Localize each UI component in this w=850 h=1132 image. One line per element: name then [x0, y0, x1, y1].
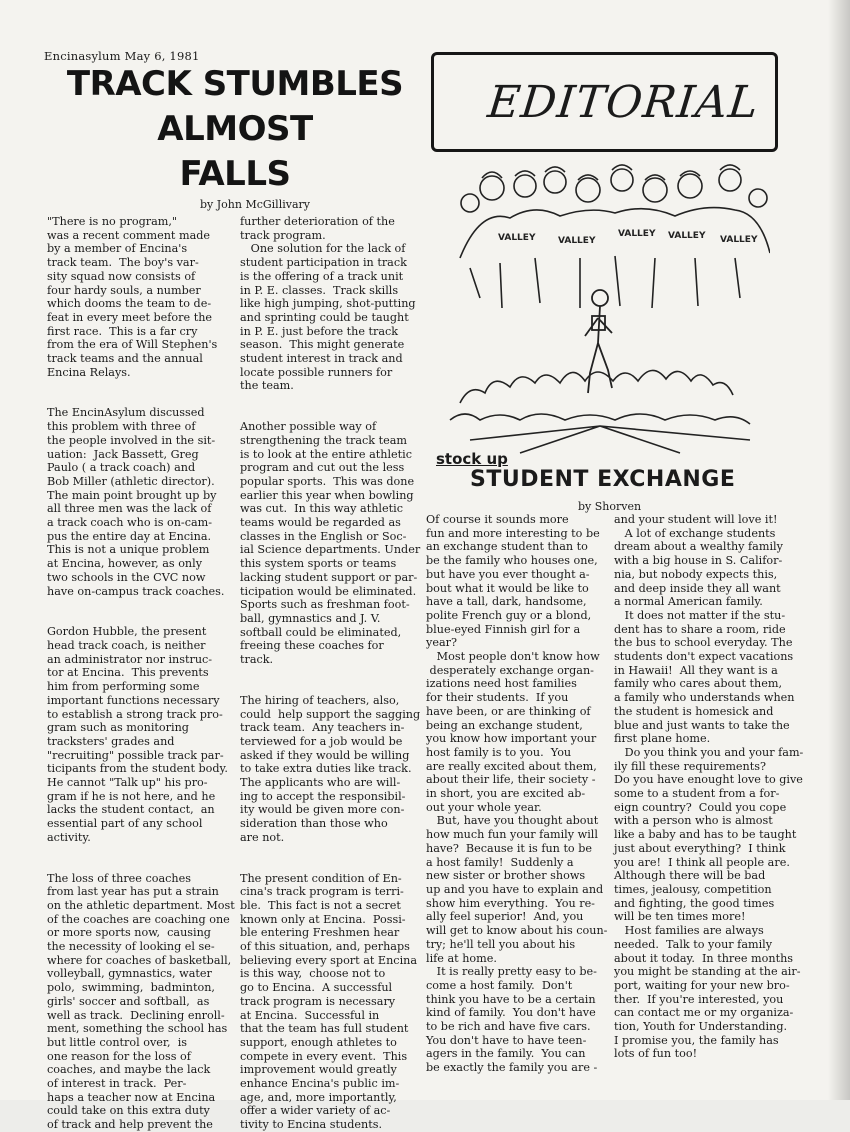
runner-crowd-drawing-icon — [440, 158, 770, 458]
dateline: Encinasylum May 6, 1981 — [44, 49, 200, 63]
paragraph: "There is no program," was a recent comment made by a member of Encina's track team. The boy's var- sity squad now consists of four hardy souls, a number which dooms the team to de- feat in every meet before the first race. This is a far cry from the era of Will Stephen's track teams and the annual Encina Relays. — [47, 215, 218, 379]
exchange-column-2 — [614, 513, 809, 1061]
paragraph: The loss of three coaches from last year has put a strain on the athletic department. Most of the coaches are coaching one or more sports now, causing the necessity of looking el se- where for coaches of basketball, volleyball, gymnastics, water polo, swimming, badminton, girls' soccer and softball, as well as track. Declining enroll- ment, something the school has but little control over, is one reason for the loss of coaches, and maybe the lack of interest in track. Per- haps a teacher now at Encina could take on this extra duty of track and help prevent the — [47, 871, 235, 1132]
crowd-bodies — [460, 208, 770, 308]
jersey-text: VALLEY — [668, 231, 706, 241]
paragraph: and your student will love it! A lot of exchange students dream about a wealthy family with a big house in S. Califor- nia, but nobody expects this, and deep inside they all want a normal American family. It does not matter if the stu- dent has to share a room, ride the bus to school everyday. The students don't expect vacations in Hawaii! All they want is a family who cares about them, a family who understands when the student is homesick and blue and just wants to take the first plane home. Do you think you and your fam- ily fill these requirements? Do you have enought love to give some to a student from a for- eign country? Could you cope with a person who is almost like a baby and has to be taught just about everything? I think you are! I think all people are. Although there will be bad times, jealousy, competition and fighting, the good times will be ten times more! Host families are always needed. Talk to your family about it today. In three months you might be standing at the air- port, waiting for your new bro- ther. If you're interested, you can contact me or my organiza- tion, Youth for Understanding. I promise you, the family has lots of fun too! — [614, 513, 804, 1061]
student-exchange-title: STUDENT EXCHANGE — [470, 467, 736, 492]
exchange-column-1 — [426, 513, 614, 1075]
track-column-2 — [240, 215, 430, 1132]
track-column-1 — [47, 215, 237, 1132]
headline-line-1: TRACK STUMBLES — [66, 64, 404, 104]
paragraph: The hiring of teachers, also, could help support the sagging track team. Any teachers in- terviewed for a job would be asked if they would be willing to take extra duties like track. The applicants who are will- ing to accept the responsibil- ity would be given more con- sideration than those who are not. — [240, 693, 421, 844]
editorial-label: EDITORIAL — [485, 77, 762, 128]
runner-figure — [585, 290, 612, 393]
track-headline — [40, 62, 430, 197]
paragraph: Gordon Hubble, the present head track coach, is neither an administrator nor instruc- tor at Encina. This prevents him from performing some important functions necessary to establish a strong track pro- gram such as monitoring tracksters' grades and "recruiting" possible track par- ticipants from the student body. He cannot "Talk up" his pro- gram if he is not here, and he lacks the student contact, an essential part of any school activity. — [47, 625, 228, 844]
paragraph: The present condition of En- cina's track program is terri- ble. This fact is not a secret known only at Encina. Possi- ble entering Freshmen hear of this situation, and, perhaps believing every sport at Encina is this way, choose not to go to Encina. A successful track program is necessary at Encina. Successful in that the team has full student support, enough athletes to compete in every event. This improvement would greatly enhance Encina's public im- age, and, more importantly, offer a wider variety of ac- tivity to Encina students. — [240, 871, 418, 1132]
dust-clouds — [450, 370, 750, 424]
paragraph: The EncinAsylum discussed this problem with three of the people involved in the sit- uation: Jack Bassett, Greg Paulo ( a track coach) and Bob Miller (athletic director). The main point brought up by all three men was the lack of a track coach who is on-cam- pus the entire day at Encina. This is not a unique problem at Encina, however, as only two schools in the CVC now have on-campus track coaches. — [47, 406, 225, 598]
jersey-text: VALLEY — [558, 236, 596, 246]
paragraph: Of course it sounds more fun and more interesting to be an exchange student than to be the family who houses one, but have you ever thought a- bout what it would be like to have a tall, dark, handsome, polite French guy or a blond, blue-eyed Finnish girl for a year? Most people don't know how desperately exchange organ- izations need host families for their students. If you have been, or are thinking of being an exchange student, you know how important your host family is to you. You are really excited about them, about their life, their society - in short, you are excited ab- out your whole year. But, have you thought about how much fun your family will have? Because it is fun to be a host family! Suddenly a new sister or brother shows up and you have to explain and show him everything. You re- ally feel superior! And, you will get to know about his coun- try; he'll tell you about his life at home. It is really pretty easy to be- come a host family. Don't think you have to be a certain kind of family. You don't have to be rich and have five cars. You don't have to have teen- agers in the family. You can be exactly the family you are - — [426, 513, 608, 1075]
page-edge-shadow — [828, 0, 850, 1100]
crowd-heads — [461, 169, 767, 212]
jersey-text: VALLEY — [618, 229, 656, 239]
editorial-banner — [431, 52, 778, 152]
stock-up-label: stock up — [436, 450, 508, 468]
headline-line-3: FALLS — [179, 154, 291, 194]
paragraph: further deterioration of the track program. One solution for the lack of student participation in track is the offering of a track unit in P. E. classes. Track skills like high jumping, shot-putting and sprinting could be taught in P. E. just before the track season. This might generate student interest in track and locate possible runners for the team. — [240, 215, 416, 393]
track-byline: by John McGillivary — [200, 198, 310, 211]
paragraph: Another possible way of strengthening the track team is to look at the entire athletic program and cut out the less popular sports. This was done earlier this year when bowling was cut. In this way athletic teams would be regarded as classes in the English or Soc- ial Science departments. Under this system sports or teams lacking student support or par- ticipation would be eliminated. Sports such as freshman foot- ball, gymnastics and J. V. softball could be eliminated, freeing these coaches for track. — [240, 420, 421, 667]
headline-line-2: ALMOST — [157, 109, 313, 149]
jersey-text: VALLEY — [720, 235, 758, 245]
exchange-byline: by Shorven — [578, 500, 642, 513]
jersey-text: VALLEY — [498, 233, 536, 243]
